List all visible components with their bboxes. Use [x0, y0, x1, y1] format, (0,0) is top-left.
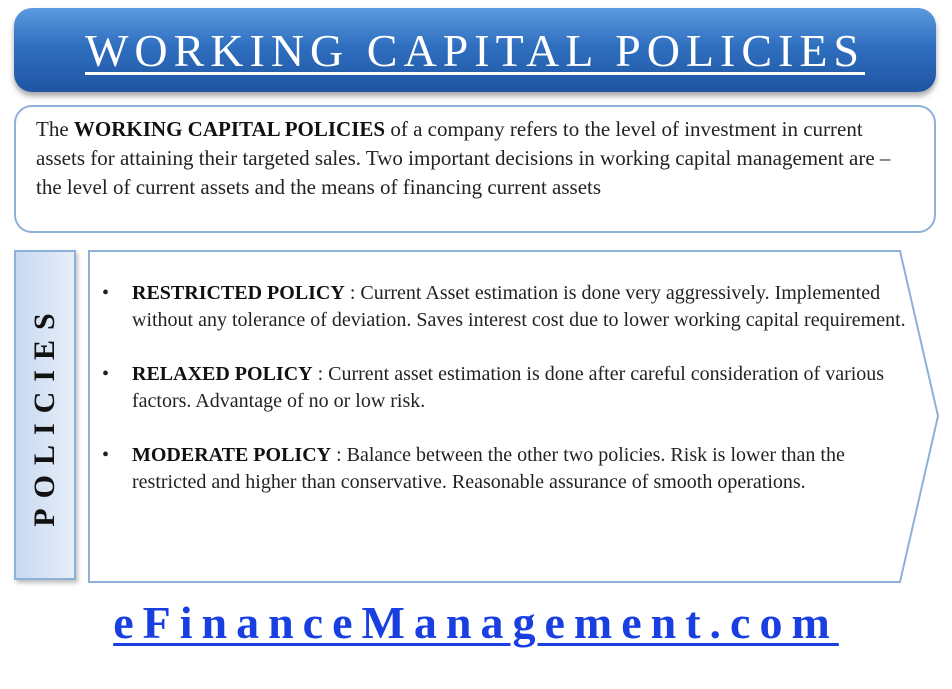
- policy-description: Current Asset estimation is done very aggressively. Implemented without any tolerance of deviation. Saves interest cost due to lower working capital requirement.: [132, 282, 906, 331]
- bullet-icon: •: [102, 363, 110, 385]
- policy-description: Current asset estimation is done after careful consideration of various factors. Advantage of no or low risk.: [132, 363, 885, 412]
- intro-lead: The: [36, 117, 74, 141]
- intro-bold-term: WORKING CAPITAL POLICIES: [73, 117, 386, 141]
- bullet-icon: •: [102, 282, 110, 304]
- list-item: [102, 280, 907, 334]
- list-item: [102, 442, 907, 496]
- policy-separator: :: [312, 363, 329, 385]
- site-link[interactable]: eFinanceManagement.com: [113, 597, 839, 648]
- policy-name: RESTRICTED POLICY: [132, 282, 345, 304]
- policy-separator: :: [344, 282, 361, 304]
- page-title: WORKING CAPITAL POLICIES: [84, 24, 866, 76]
- policy-name: MODERATE POLICY: [132, 444, 332, 466]
- bullet-icon: •: [102, 444, 110, 466]
- intro-box: [14, 105, 936, 233]
- policy-separator: :: [331, 444, 347, 466]
- side-label: POLICIES: [28, 303, 61, 527]
- title-banner: [14, 8, 936, 92]
- policy-list: [102, 280, 907, 523]
- footer: [0, 596, 952, 649]
- policy-name: RELAXED POLICY: [132, 363, 313, 385]
- list-item: [102, 361, 907, 415]
- intro-text: of a company refers to the level of investment in current assets for attaining their targeted sales. Two important decisions in working capital management are – the level of current assets and the means of financing current assets: [36, 117, 891, 199]
- policies-side-label-box: [14, 250, 76, 580]
- policy-description: Balance between the other two policies. Risk is lower than the restricted and higher than conservative. Reasonable assurance of smooth operations.: [132, 444, 845, 493]
